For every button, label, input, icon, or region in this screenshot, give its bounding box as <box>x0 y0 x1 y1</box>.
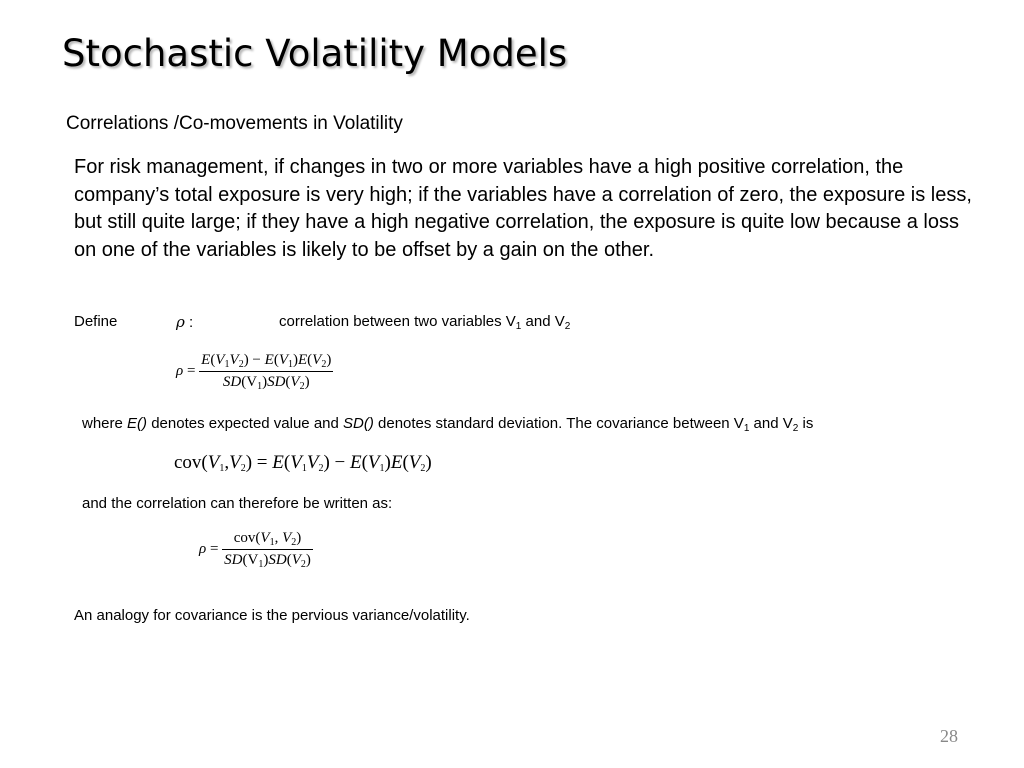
where-text-4: and V <box>749 415 793 432</box>
where-text-1: where <box>82 415 128 432</box>
define-sub1: 1 <box>515 321 522 332</box>
correlation-cov-formula: ρ = $\frac{cov(V_1, V_2)}{SD(V_1)SD(V_2)}$ <box>199 530 311 570</box>
risk-management-paragraph: For risk management, if changes in two or more variables have a high positive correlation, the company’s total exposure is very high; if the variables have a correlation of zero, the exposure is less, but still quite large; if they have a high negative correlation, the exposure is quite low because a loss on one of the variables is likely to be offset by a gain on the other. <box>74 156 972 261</box>
where-sub2: 2 <box>792 423 799 434</box>
define-label: Define <box>74 313 118 330</box>
rho-symbol: ρ <box>176 313 185 331</box>
where-sub1: 1 <box>743 423 750 434</box>
slide-title: Stochastic Volatility Models <box>62 32 568 75</box>
define-desc-text: correlation between two variables V <box>279 313 516 330</box>
std-dev-fn: SD() <box>343 415 374 432</box>
expected-value-fn: E() <box>127 415 148 432</box>
correlation-cov-fraction: $\frac{cov(V_1, V_2)}{SD(V_1)SD(V_2)}$ <box>224 530 311 570</box>
where-text-3: denotes standard deviation. The covariance between V <box>373 415 744 432</box>
where-line <box>82 415 813 432</box>
where-text-5: is <box>798 415 814 432</box>
define-colon: : <box>189 314 194 331</box>
define-description <box>279 313 570 330</box>
define-and: and V <box>521 313 565 330</box>
rho-definition-symbol <box>176 313 193 331</box>
covariance-formula: $cov(V_1,V_2) = E(V_1V_2) - E(V_1)E(V_2)$ <box>174 452 432 474</box>
define-sub2: 2 <box>564 321 571 332</box>
correlation-formula: ρ = $\frac{E(V_1V_2) - E(V_1)E(V_2)}{SD(V_1)SD(V_2)}$ <box>176 352 332 392</box>
page-number: 28 <box>940 726 958 746</box>
where-text-2: denotes expected value and <box>147 415 344 432</box>
analogy-line: An analogy for covariance is the pervious variance/volatility. <box>74 607 470 624</box>
correlation-fraction: $\frac{E(V_1V_2) - E(V_1)E(V_2)}{SD(V_1)SD(V_2)}$ <box>201 352 332 392</box>
and-correlation-line: and the correlation can therefore be written as: <box>82 495 393 512</box>
slide-subtitle: Correlations /Co-movements in Volatility <box>66 113 403 134</box>
